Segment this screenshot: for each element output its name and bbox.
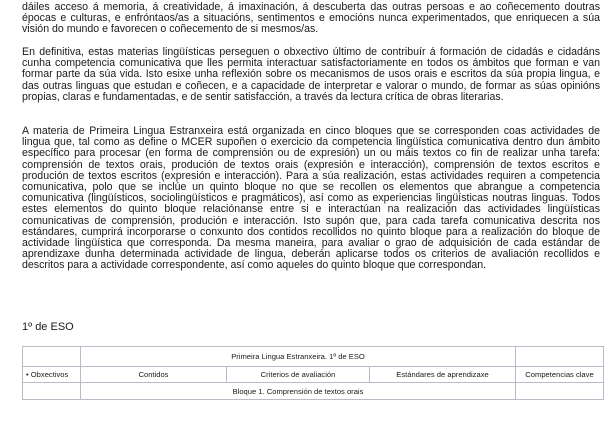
table-title: Primeira Lingua Estranxeira. 1º de ESO <box>81 347 516 367</box>
table-empty-cell <box>23 347 81 367</box>
table-empty-cell <box>516 347 604 367</box>
block-label: Bloque 1. Comprensión de textos orais <box>81 383 516 400</box>
paragraph-definitiva: En definitiva, estas materias lingüísticas perseguen o obxectivo último de contribuír á formación de cidadás e cidadáns cunha competencia comunicativa que lles permita interactuar satisfactoriamente en todos os ámbitos que forman e van formar parte da súa vida. Isto esixe unha reflexión sobre os mecanismos de usos orais e escritos da súa propia lingua, e das outras linguas que estudan e coñecen, e a capacidade de interpretar e valorar o mundo, de formar as súas opinións propias, claras e fundamentadas, e de sentir satisfacción, a través da lectura crítica de obras literarias. <box>22 46 600 103</box>
header-standards: Estándares de aprendizaxe <box>370 367 516 383</box>
table-empty-cell <box>516 383 604 400</box>
paragraph-intro-continuation: dáiles acceso á memoria, á creatividade, á imaxinación, á descuberta das outras persoas e ao coñecemento doutras épocas e culturas, e enfróntaos/as a situacións, sentimentos e emocións nunca experimentados, que enriquecen a súa visión do mundo e favorecen o coñecemento de si mesmos/as. <box>22 1 600 36</box>
table-empty-cell <box>23 383 81 400</box>
header-competences: Competencias clave <box>516 367 604 383</box>
section-heading: 1º de ESO <box>22 321 74 333</box>
header-criteria: Criterios de avaliación <box>227 367 370 383</box>
table-block-row <box>23 383 604 400</box>
table-header-row <box>23 367 604 383</box>
header-objectives: • Obxectivos <box>23 367 81 383</box>
paragraph-organization: A materia de Primeira Lingua Estranxeira está organizada en cinco bloques que se corresponden coas actividades de lingua que, tal como as define o MCER supoñen o exercicio da competencia lingüística comunicativa dentro dun ámbito específico para procesar (en forma de comprensión ou de expresión) un ou máis textos co fin de realizar unha tarefa: comprensión de textos orais, produción de textos orais (expresión e interacción), comprensión de textos escritos e produción de textos escritos (expresión e interacción). Para a súa realización, estas actividades requiren a competencia comunicativa, polo que se inclúe un quinto bloque no que se recollen os elementos que abrangue a competencia comunicativa (lingüísticos, sociolingüísticos e pragmáticos), así como as experiencias lingüísticas noutras linguas. Todos estes elementos do quinto bloque relaciónanse entre si e interactúan na realización das actividades lingüísticas comunicativas de comprensión, produción e interacción. Isto supón que, para cada tarefa comunicativa descrita nos estándares, cumprirá incorporarse o conxunto dos contidos recollidos no quinto bloque para a realización do bloque de actividade lingüística que corresponda. Da mesma maneira, para avaliar o grao de adquisición de cada estándar de aprendizaxe dunha determinada actividade de lingua, deberán aplicarse todos os criterios de avaliación recollidos e descritos para a actividade correspondente, así como aqueles do quinto bloque que correspondan. <box>22 125 600 272</box>
curriculum-table <box>22 346 604 400</box>
header-contents: Contidos <box>81 367 227 383</box>
table-title-row <box>23 347 604 367</box>
